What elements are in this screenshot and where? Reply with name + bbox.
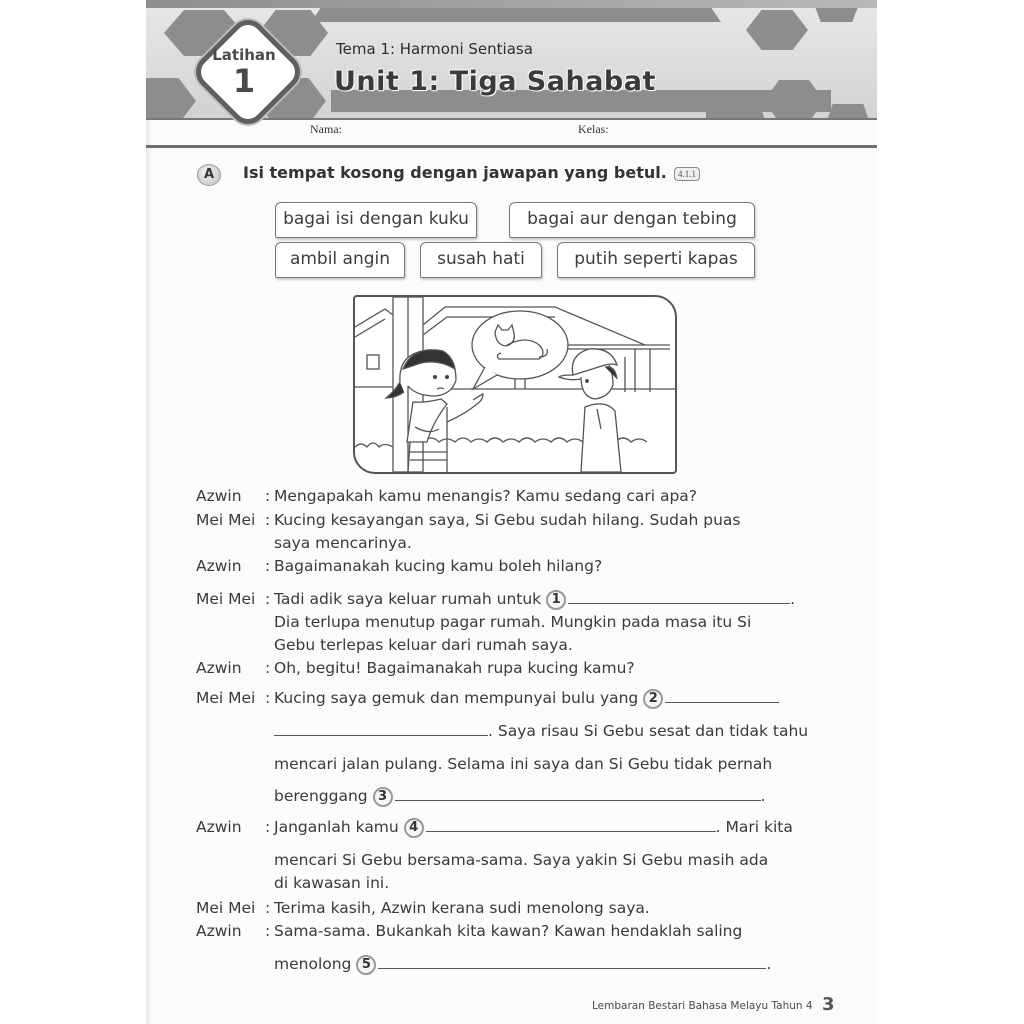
speaker-label: Mei Mei xyxy=(196,689,256,707)
answer-option[interactable]: putih seperti kapas xyxy=(557,242,755,278)
dialogue-text: Sama-sama. Bukankah kita kawan? Kawan hendaklah saling xyxy=(274,922,743,940)
answer-option[interactable]: bagai aur dengan tebing xyxy=(509,202,755,238)
dialogue-text-part: . Mari kita xyxy=(715,818,793,836)
answer-blank-5[interactable] xyxy=(378,967,766,969)
dialogue-text-part: berenggang xyxy=(274,787,368,805)
dialogue-text: saya mencarinya. xyxy=(274,534,412,552)
section-letter: A xyxy=(197,164,221,186)
dialogue-text: mencari jalan pulang. Selama ini saya dan Si Gebu tidak pernah xyxy=(274,755,773,773)
header-top-strip xyxy=(146,0,877,8)
dialogue-text: Mengapakah kamu menangis? Kamu sedang cari apa? xyxy=(274,487,698,505)
speaker-colon: : xyxy=(265,511,271,529)
page-number: 3 xyxy=(822,994,835,1015)
blank-end-mark: . xyxy=(760,787,766,805)
dialogue-text: Oh, begitu! Bagaimanakah rupa kucing kamu? xyxy=(274,659,635,677)
unit-title: Unit 1: Tiga Sahabat xyxy=(334,66,656,97)
answer-blank-2[interactable] xyxy=(665,701,779,703)
dialogue-text: Gebu terlepas keluar dari rumah saya. xyxy=(274,636,573,654)
blank-end-mark: . xyxy=(766,955,772,973)
blank-number-5: 5 xyxy=(356,955,376,975)
speaker-colon: : xyxy=(265,689,271,707)
dialogue-text-part: menolong xyxy=(274,955,352,973)
answer-blank-2-continued[interactable] xyxy=(274,734,488,736)
dialogue-text: Terima kasih, Azwin kerana sudi menolong saya. xyxy=(274,899,650,917)
dialogue-text: di kawasan ini. xyxy=(274,874,390,892)
dialogue-text: Dia terlupa menutup pagar rumah. Mungkin pada masa itu Si xyxy=(274,613,752,631)
speaker-label: Azwin xyxy=(196,487,242,505)
worksheet-page xyxy=(146,0,877,1024)
answer-option[interactable]: ambil angin xyxy=(275,242,405,278)
dialogue-text: Bagaimanakah kucing kamu boleh hilang? xyxy=(274,557,603,575)
class-label: Kelas: xyxy=(578,122,609,136)
dialogue-text xyxy=(274,722,808,740)
badge-number: 1 xyxy=(232,62,256,100)
speaker-label: Mei Mei xyxy=(196,511,256,529)
blank-number-1: 1 xyxy=(546,590,566,610)
dialogue-text-part: Kucing saya gemuk dan mempunyai bulu yang xyxy=(274,689,639,707)
badge-label: Latihan xyxy=(212,46,276,64)
dialogue-text xyxy=(274,955,771,975)
speaker-label: Azwin xyxy=(196,922,242,940)
dialogue-text xyxy=(274,818,793,838)
dialogue-text xyxy=(274,689,779,709)
blank-end-mark: . xyxy=(790,590,796,608)
dialogue-text-part: . Saya risau Si Gebu sesat dan tidak tahu xyxy=(488,722,809,740)
theme-title: Tema 1: Harmoni Sentiasa xyxy=(336,40,533,58)
speaker-colon: : xyxy=(265,899,271,917)
speaker-label: Azwin xyxy=(196,557,242,575)
speaker-label: Azwin xyxy=(196,818,242,836)
speaker-colon: : xyxy=(265,487,271,505)
answer-option[interactable]: susah hati xyxy=(420,242,542,278)
speaker-colon: : xyxy=(265,557,271,575)
speaker-colon: : xyxy=(265,818,271,836)
speaker-colon: : xyxy=(265,922,271,940)
answer-blank-4[interactable] xyxy=(426,830,716,832)
latihan-badge xyxy=(192,16,296,120)
page-shadow xyxy=(146,0,152,1024)
speaker-label: Mei Mei xyxy=(196,899,256,917)
hexagon-decoration xyxy=(146,78,196,120)
dialogue-text: mencari Si Gebu bersama-sama. Saya yakin Si Gebu masih ada xyxy=(274,851,769,869)
header-rule xyxy=(146,145,877,148)
speaker-label: Azwin xyxy=(196,659,242,677)
hexagon-decoration xyxy=(746,10,808,50)
dialogue-illustration xyxy=(353,295,677,474)
answer-option[interactable]: bagai isi dengan kuku xyxy=(275,202,477,238)
speaker-label: Mei Mei xyxy=(196,590,256,608)
dialogue-text xyxy=(274,590,795,610)
hexagon-decoration xyxy=(311,8,721,22)
dialogue-text xyxy=(274,787,765,807)
name-label: Nama: xyxy=(310,122,342,136)
answer-blank-3[interactable] xyxy=(395,799,761,801)
answer-blank-1[interactable] xyxy=(568,602,790,604)
hexagon-decoration xyxy=(814,8,859,22)
section-instruction: Isi tempat kosong dengan jawapan yang betul. xyxy=(243,163,667,182)
skill-code-badge: 4.1.1 xyxy=(674,167,700,181)
speaker-colon: : xyxy=(265,590,271,608)
dialogue-text-part: Janganlah kamu xyxy=(274,818,399,836)
illustration-drawing xyxy=(355,297,675,472)
blank-number-3: 3 xyxy=(373,787,393,807)
dialogue-text-part: Tadi adik saya keluar rumah untuk xyxy=(274,590,542,608)
blank-number-4: 4 xyxy=(404,818,424,838)
book-title-footer: Lembaran Bestari Bahasa Melayu Tahun 4 xyxy=(592,1000,813,1012)
blank-number-2: 2 xyxy=(643,689,663,709)
speaker-colon: : xyxy=(265,659,271,677)
dialogue-text: Kucing kesayangan saya, Si Gebu sudah hilang. Sudah puas xyxy=(274,511,741,529)
